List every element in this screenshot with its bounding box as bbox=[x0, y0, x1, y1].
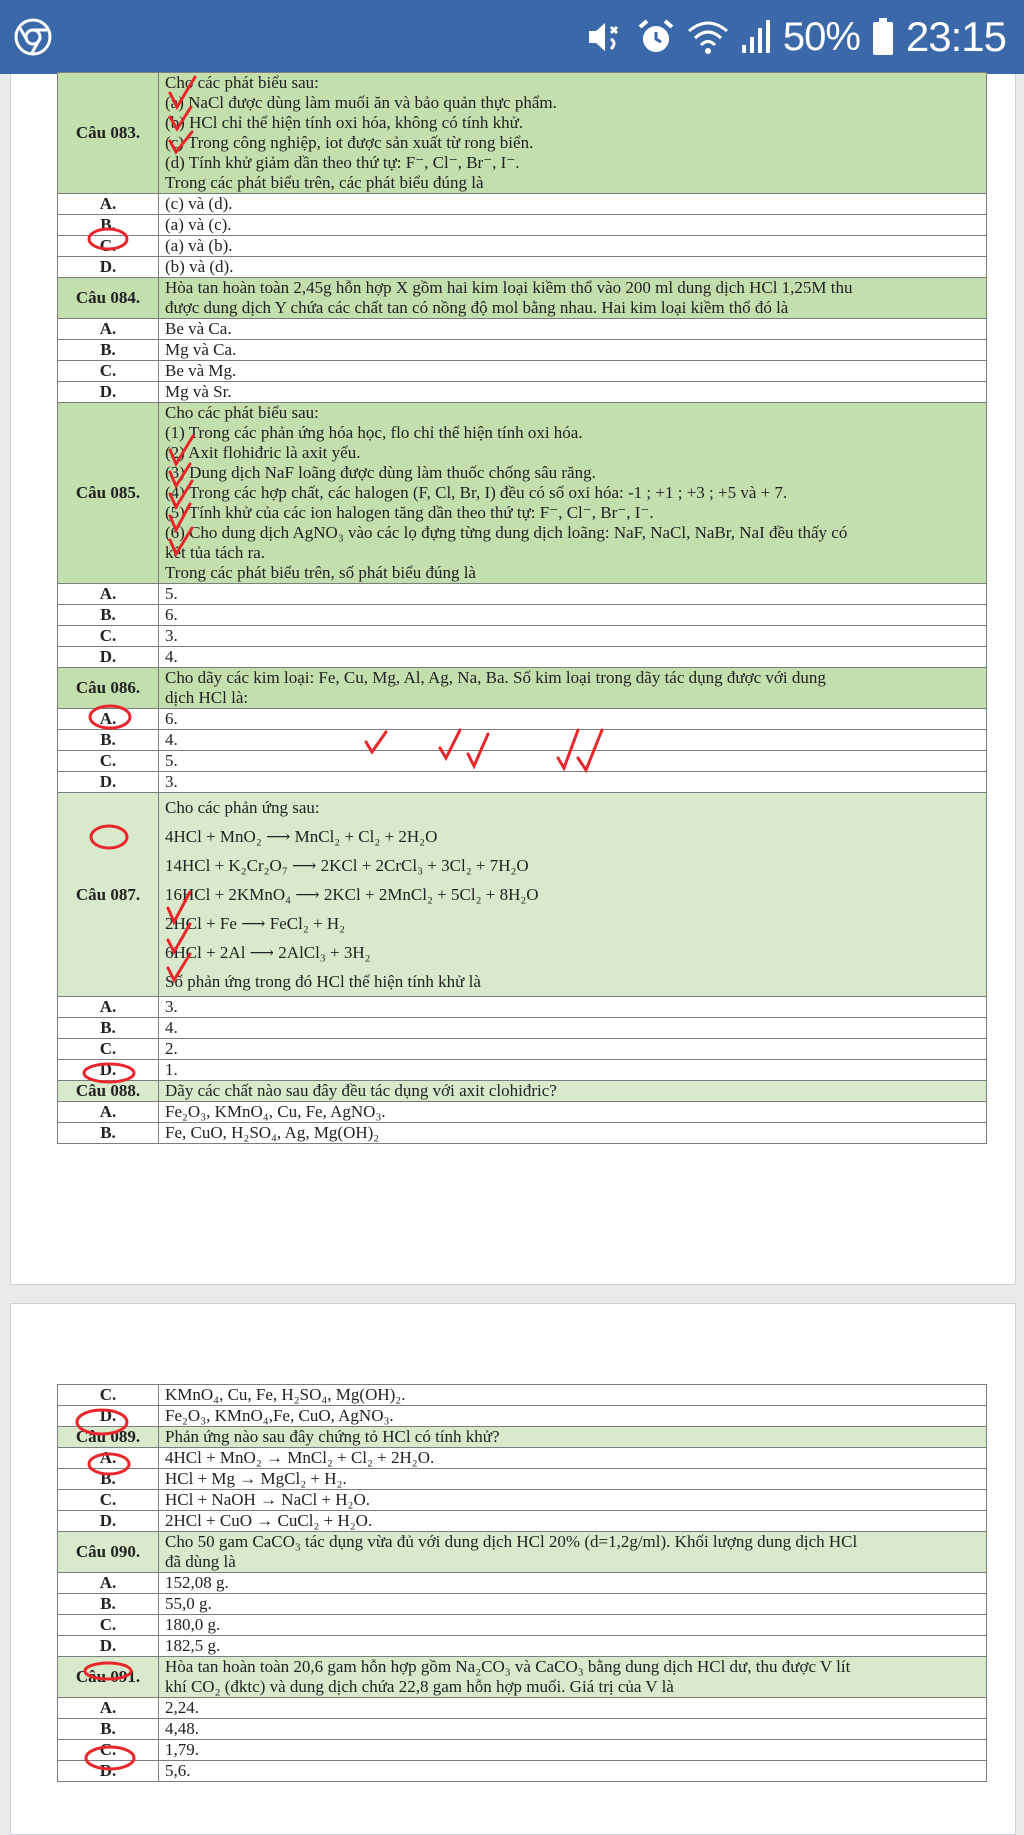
option-letter: A. bbox=[58, 1102, 159, 1123]
option-text: 1. bbox=[159, 1060, 987, 1081]
option-text: 4,48. bbox=[159, 1719, 987, 1740]
question-line: (2) Axit flohiđric là axit yếu. bbox=[165, 443, 361, 462]
question-line: 2HCl + Fe ⟶ FeCl₂ + H₂ bbox=[165, 914, 346, 933]
option-text: (b) và (d). bbox=[159, 257, 987, 278]
wifi-icon bbox=[687, 19, 729, 55]
option-letter: D. bbox=[58, 257, 159, 278]
question-line: (d) Tính khử giảm dần theo thứ tự: F⁻, Cl⁻, Br⁻, I⁻. bbox=[165, 153, 520, 172]
answer-option bbox=[58, 626, 987, 647]
option-text: HCl + NaOH → NaCl + H₂O. bbox=[159, 1490, 987, 1511]
question-row bbox=[58, 668, 987, 709]
question-line: (a) NaCl được dùng làm muối ăn và bảo quản thực phẩm. bbox=[165, 93, 557, 112]
answer-option bbox=[58, 194, 987, 215]
option-letter: B. bbox=[58, 1469, 159, 1490]
question-line: (3) Dung dịch NaF loãng được dùng làm thuốc chống sâu răng. bbox=[165, 463, 596, 482]
question-text bbox=[159, 1081, 987, 1102]
option-text: Fe, CuO, H₂SO₄, Ag, Mg(OH)₂ bbox=[159, 1123, 987, 1144]
answer-option bbox=[58, 1448, 987, 1469]
option-letter: C. bbox=[58, 236, 159, 257]
question-number: Câu 086. bbox=[58, 668, 159, 709]
question-number: Câu 083. bbox=[58, 73, 159, 194]
answer-option bbox=[58, 1385, 987, 1406]
option-letter: B. bbox=[58, 605, 159, 626]
mute-icon bbox=[585, 19, 625, 55]
option-letter: D. bbox=[58, 1406, 159, 1427]
option-letter: A. bbox=[58, 584, 159, 605]
option-text: 2. bbox=[159, 1039, 987, 1060]
option-text: Fe₂O₃, KMnO₄,Fe, CuO, AgNO₃. bbox=[159, 1406, 987, 1427]
question-text bbox=[159, 403, 987, 584]
option-letter: B. bbox=[58, 1123, 159, 1144]
signal-icon bbox=[741, 19, 771, 55]
question-text bbox=[159, 73, 987, 194]
question-line: đã dùng là bbox=[165, 1552, 236, 1571]
option-letter: B. bbox=[58, 1594, 159, 1615]
option-text: 2HCl + CuO → CuCl₂ + H₂O. bbox=[159, 1511, 987, 1532]
question-line: (6) Cho dung dịch AgNO₃ vào các lọ đựng từng dung dịch loãng: NaF, NaCl, NaBr, NaI đều thấy có bbox=[165, 523, 848, 542]
option-text: 3. bbox=[159, 997, 987, 1018]
question-row bbox=[58, 1081, 987, 1102]
answer-option bbox=[58, 382, 987, 403]
question-line: (1) Trong các phản ứng hóa học, flo chỉ thể hiện tính oxi hóa. bbox=[165, 423, 583, 442]
option-text: Mg và Ca. bbox=[159, 340, 987, 361]
answer-option bbox=[58, 1740, 987, 1761]
option-letter: A. bbox=[58, 1698, 159, 1719]
answer-option bbox=[58, 319, 987, 340]
answer-option bbox=[58, 1594, 987, 1615]
answer-option bbox=[58, 730, 987, 751]
question-number: Câu 088. bbox=[58, 1081, 159, 1102]
option-text: (a) và (c). bbox=[159, 215, 987, 236]
answer-option bbox=[58, 1636, 987, 1657]
option-letter: D. bbox=[58, 1636, 159, 1657]
option-letter: D. bbox=[58, 772, 159, 793]
answer-option bbox=[58, 605, 987, 626]
option-letter: C. bbox=[58, 1385, 159, 1406]
answer-option bbox=[58, 1511, 987, 1532]
answer-option bbox=[58, 772, 987, 793]
question-text bbox=[159, 793, 987, 997]
question-number: Câu 090. bbox=[58, 1532, 159, 1573]
question-row bbox=[58, 278, 987, 319]
option-letter: D. bbox=[58, 1060, 159, 1081]
option-text: HCl + Mg → MgCl₂ + H₂. bbox=[159, 1469, 987, 1490]
question-line: Hòa tan hoàn toàn 2,45g hỗn hợp X gồm hai kim loại kiềm thổ vào 200 ml dung dịch HCl 1,25M thu bbox=[165, 278, 853, 297]
option-letter: C. bbox=[58, 361, 159, 382]
option-letter: A. bbox=[58, 194, 159, 215]
question-number: Câu 087. bbox=[58, 793, 159, 997]
answer-option bbox=[58, 361, 987, 382]
question-row bbox=[58, 73, 987, 194]
question-line: Hòa tan hoàn toàn 20,6 gam hỗn hợp gồm Na₂CO₃ và CaCO₃ bằng dung dịch HCl dư, thu được V lít bbox=[165, 1657, 851, 1676]
option-text: 6. bbox=[159, 709, 987, 730]
option-text: 5,6. bbox=[159, 1761, 987, 1782]
answer-option bbox=[58, 751, 987, 772]
option-letter: A. bbox=[58, 319, 159, 340]
option-text: (c) và (d). bbox=[159, 194, 987, 215]
question-line: 6HCl + 2Al ⟶ 2AlCl₃ + 3H₂ bbox=[165, 943, 371, 962]
option-letter: C. bbox=[58, 1039, 159, 1060]
option-letter: B. bbox=[58, 1018, 159, 1039]
option-letter: A. bbox=[58, 997, 159, 1018]
question-number: Câu 084. bbox=[58, 278, 159, 319]
question-line: (5) Tính khử của các ion halogen tăng dần theo thứ tự: F⁻, Cl⁻, Br⁻, I⁻. bbox=[165, 503, 654, 522]
option-text: 152,08 g. bbox=[159, 1573, 987, 1594]
question-line: Cho các phát biểu sau: bbox=[165, 73, 319, 92]
option-letter: B. bbox=[58, 340, 159, 361]
option-letter: C. bbox=[58, 626, 159, 647]
option-letter: C. bbox=[58, 1615, 159, 1636]
question-number: Câu 085. bbox=[58, 403, 159, 584]
document-page-1 bbox=[10, 74, 1016, 1285]
answer-option bbox=[58, 647, 987, 668]
option-letter: D. bbox=[58, 382, 159, 403]
battery-percent: 50% bbox=[782, 14, 860, 59]
option-text: 1,79. bbox=[159, 1740, 987, 1761]
answer-option bbox=[58, 340, 987, 361]
question-line: (b) HCl chỉ thể hiện tính oxi hóa, không có tính khử. bbox=[165, 113, 524, 132]
chrome-icon[interactable] bbox=[14, 18, 52, 56]
question-row bbox=[58, 793, 987, 997]
question-line: Trong các phát biểu trên, số phát biểu đúng là bbox=[165, 563, 476, 582]
question-line: được dung dịch Y chứa các chất tan có nồng độ mol bằng nhau. Hai kim loại kiềm thổ đó là bbox=[165, 298, 789, 317]
answer-option bbox=[58, 1469, 987, 1490]
clock: 23:15 bbox=[905, 13, 1006, 60]
question-line: (c) Trong công nghiệp, iot được sản xuất từ rong biển. bbox=[165, 133, 534, 152]
option-text: 2,24. bbox=[159, 1698, 987, 1719]
answer-option bbox=[58, 709, 987, 730]
option-text: 4. bbox=[159, 1018, 987, 1039]
question-line: (4) Trong các hợp chất, các halogen (F, Cl, Br, I) đều có số oxi hóa: -1 ; +1 ; +3 ; +5 và + 7. bbox=[165, 483, 788, 502]
option-text: 182,5 g. bbox=[159, 1636, 987, 1657]
option-letter: A. bbox=[58, 1573, 159, 1594]
option-text: 5. bbox=[159, 584, 987, 605]
answer-option bbox=[58, 1060, 987, 1081]
question-line: Phản ứng nào sau đây chứng tỏ HCl có tính khử? bbox=[165, 1427, 500, 1446]
question-line: kết tủa tách ra. bbox=[165, 543, 266, 562]
question-row bbox=[58, 1427, 987, 1448]
question-line: Dãy các chất nào sau đây đều tác dụng với axit clohiđric? bbox=[165, 1081, 557, 1100]
option-letter: B. bbox=[58, 215, 159, 236]
question-text bbox=[159, 668, 987, 709]
question-text bbox=[159, 1427, 987, 1448]
question-line: dịch HCl là: bbox=[165, 688, 249, 707]
question-table bbox=[57, 1384, 987, 1782]
option-letter: A. bbox=[58, 1448, 159, 1469]
option-letter: D. bbox=[58, 1761, 159, 1782]
option-text: 55,0 g. bbox=[159, 1594, 987, 1615]
question-line: Cho các phát biểu sau: bbox=[165, 403, 319, 422]
question-line: 16HCl + 2KMnO₄ ⟶ 2KCl + 2MnCl₂ + 5Cl₂ + 8H₂O bbox=[165, 885, 539, 904]
answer-option bbox=[58, 1615, 987, 1636]
option-text: 3. bbox=[159, 772, 987, 793]
answer-option bbox=[58, 1123, 987, 1144]
answer-option bbox=[58, 257, 987, 278]
option-letter: B. bbox=[58, 730, 159, 751]
answer-option bbox=[58, 1102, 987, 1123]
option-letter: B. bbox=[58, 1719, 159, 1740]
question-line: Cho các phản ứng sau: bbox=[165, 798, 320, 817]
question-row bbox=[58, 403, 987, 584]
question-line: 14HCl + K₂Cr₂O₇ ⟶ 2KCl + 2CrCl₃ + 3Cl₂ + 7H₂O bbox=[165, 856, 529, 875]
option-letter: D. bbox=[58, 1511, 159, 1532]
question-line: Số phản ứng trong đó HCl thể hiện tính khử là bbox=[165, 972, 481, 991]
question-line: 4HCl + MnO₂ ⟶ MnCl₂ + Cl₂ + 2H₂O bbox=[165, 827, 438, 846]
answer-option bbox=[58, 1698, 987, 1719]
question-text bbox=[159, 1532, 987, 1573]
answer-option bbox=[58, 1719, 987, 1740]
battery-icon bbox=[872, 18, 894, 56]
question-line: khí CO₂ (đktc) và dung dịch chứa 22,8 gam hỗn hợp muối. Giá trị của V là bbox=[165, 1677, 674, 1696]
option-letter: D. bbox=[58, 647, 159, 668]
answer-option bbox=[58, 1018, 987, 1039]
question-row bbox=[58, 1532, 987, 1573]
option-letter: C. bbox=[58, 1490, 159, 1511]
option-text: Fe₂O₃, KMnO₄, Cu, Fe, AgNO₃. bbox=[159, 1102, 987, 1123]
answer-option bbox=[58, 1490, 987, 1511]
question-line: Trong các phát biểu trên, các phát biểu đúng là bbox=[165, 173, 484, 192]
question-number: Câu 091. bbox=[58, 1657, 159, 1698]
document-page-2 bbox=[10, 1303, 1016, 1835]
option-text: 180,0 g. bbox=[159, 1615, 987, 1636]
answer-option bbox=[58, 997, 987, 1018]
answer-option bbox=[58, 584, 987, 605]
answer-option bbox=[58, 215, 987, 236]
option-text: KMnO₄, Cu, Fe, H₂SO₄, Mg(OH)₂. bbox=[159, 1385, 987, 1406]
status-bar bbox=[0, 0, 1024, 74]
question-line: Cho 50 gam CaCO₃ tác dụng vừa đủ với dung dịch HCl 20% (d=1,2g/ml). Khối lượng dung dịch HCl bbox=[165, 1532, 858, 1551]
option-text: 5. bbox=[159, 751, 987, 772]
answer-option bbox=[58, 1406, 987, 1427]
question-row bbox=[58, 1657, 987, 1698]
option-letter: C. bbox=[58, 1740, 159, 1761]
question-line: Cho dãy các kim loại: Fe, Cu, Mg, Al, Ag, Na, Ba. Số kim loại trong dãy tác dụng được với dung bbox=[165, 668, 826, 687]
option-text: Be và Mg. bbox=[159, 361, 987, 382]
question-text bbox=[159, 1657, 987, 1698]
option-letter: A. bbox=[58, 709, 159, 730]
option-text: 3. bbox=[159, 626, 987, 647]
option-text: 4. bbox=[159, 730, 987, 751]
answer-option bbox=[58, 236, 987, 257]
option-text: Be và Ca. bbox=[159, 319, 987, 340]
answer-option bbox=[58, 1039, 987, 1060]
option-text: Mg và Sr. bbox=[159, 382, 987, 403]
question-number: Câu 089. bbox=[58, 1427, 159, 1448]
alarm-icon bbox=[637, 18, 675, 56]
answer-option bbox=[58, 1573, 987, 1594]
option-letter: C. bbox=[58, 751, 159, 772]
option-text: 4HCl + MnO₂ → MnCl₂ + Cl₂ + 2H₂O. bbox=[159, 1448, 987, 1469]
question-text bbox=[159, 278, 987, 319]
question-table bbox=[57, 72, 987, 1144]
answer-option bbox=[58, 1761, 987, 1782]
option-text: 6. bbox=[159, 605, 987, 626]
option-text: (a) và (b). bbox=[159, 236, 987, 257]
option-text: 4. bbox=[159, 647, 987, 668]
